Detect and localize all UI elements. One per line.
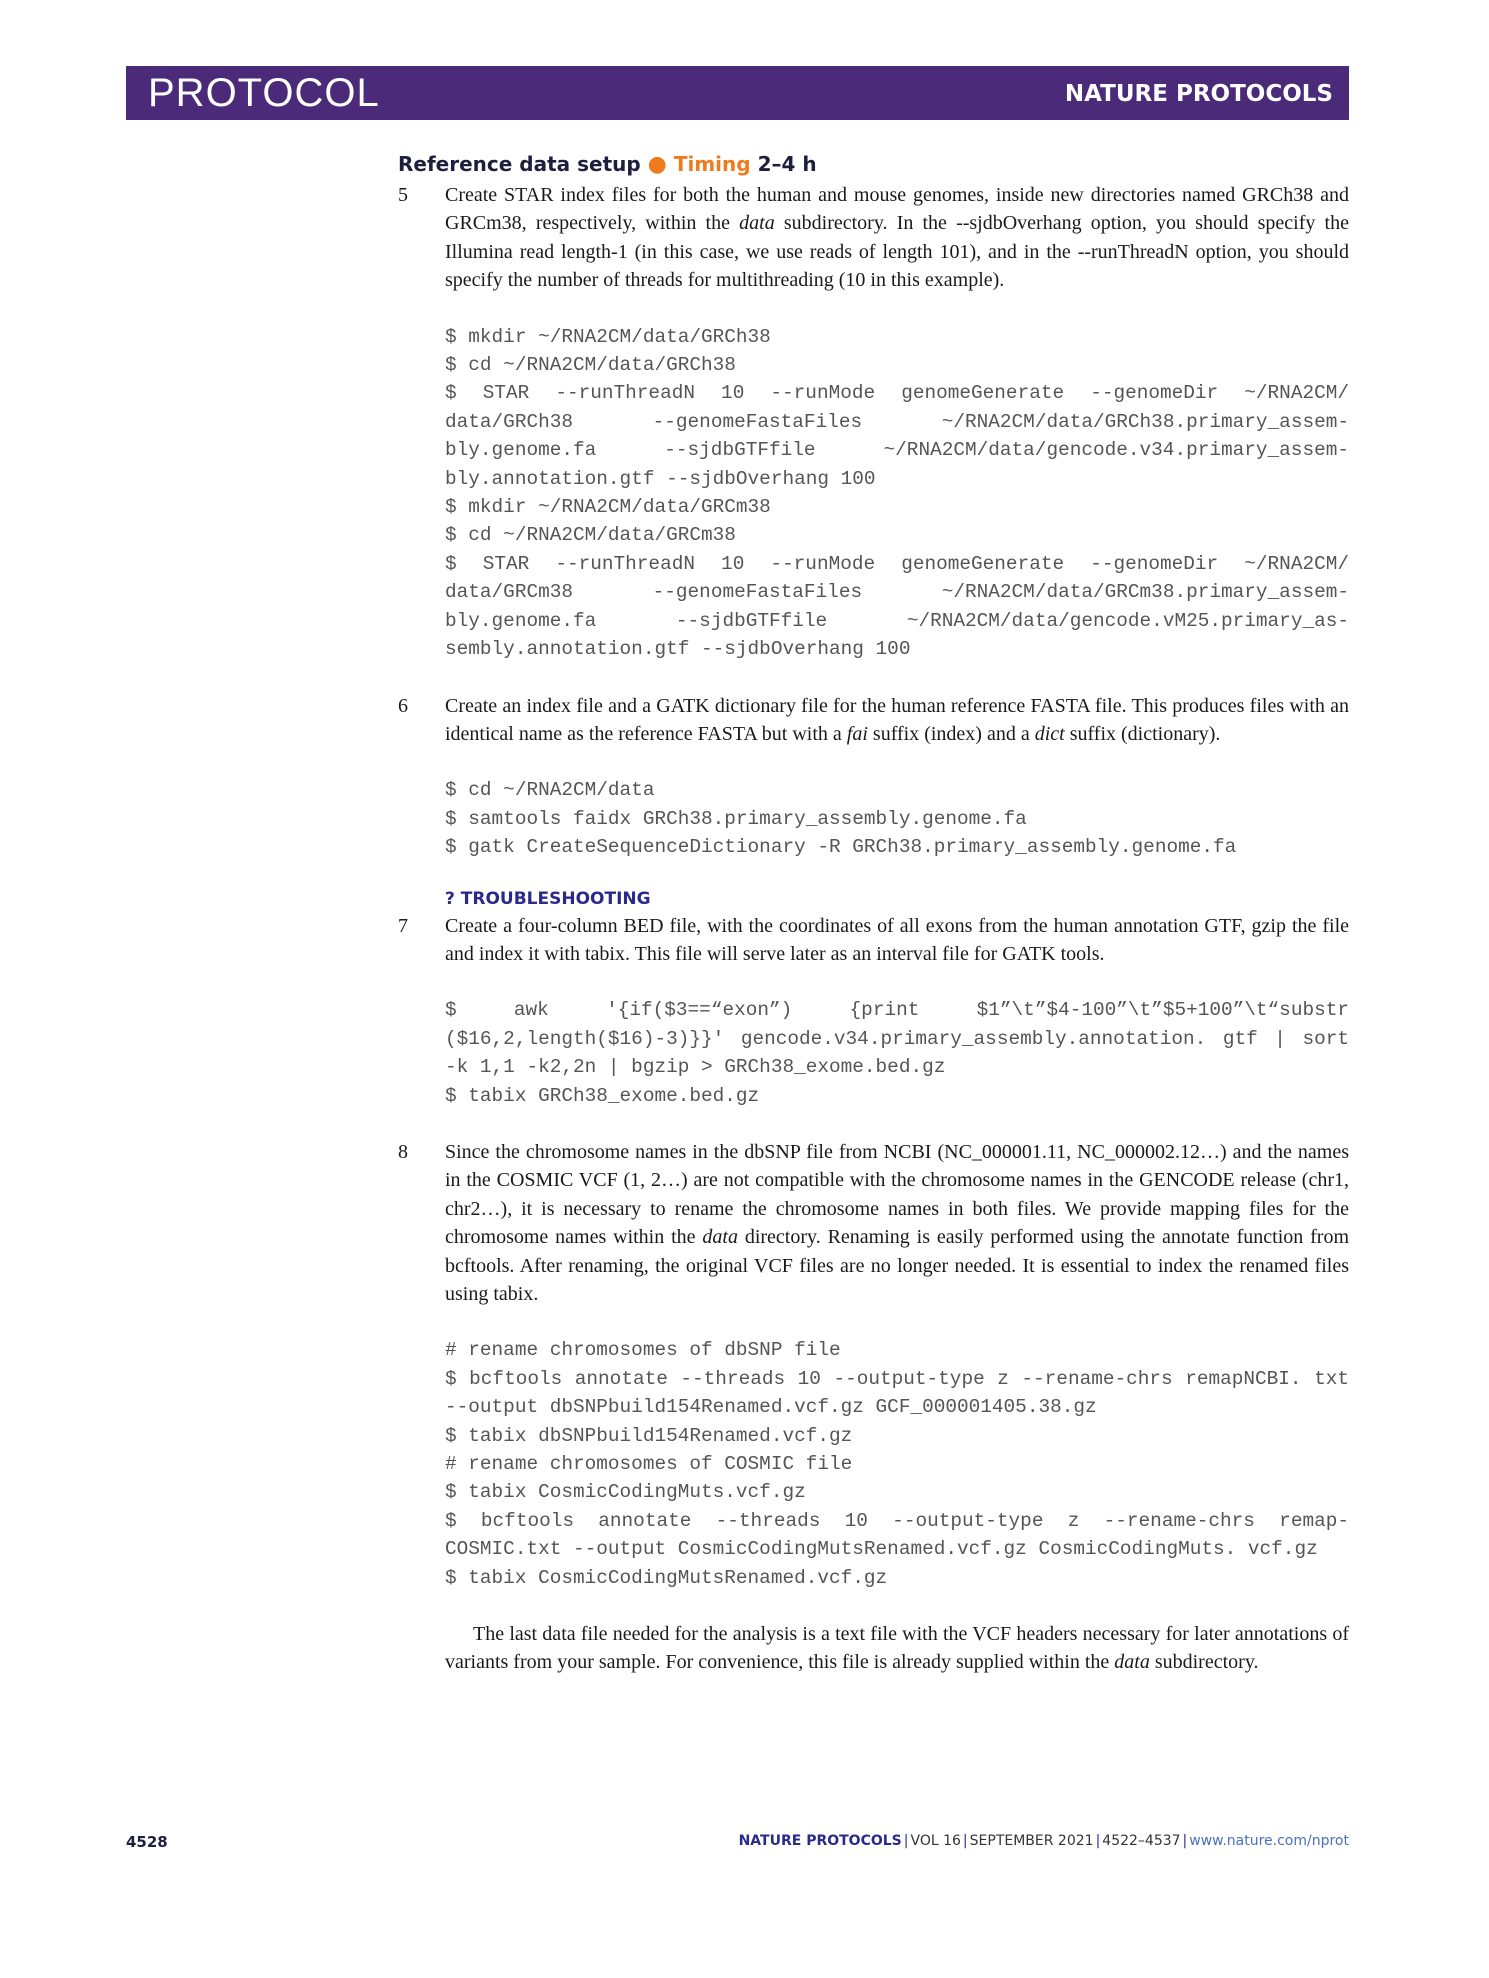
code-block xyxy=(445,323,1361,664)
footer-volume: VOL 16 xyxy=(910,1833,961,1849)
code-line: # rename chromosomes of COSMIC file xyxy=(445,1453,853,1476)
footer-citation: NATURE PROTOCOLS | VOL 16 | SEPTEMBER 2021 | 4522–4537 | www.nature.com/nprot xyxy=(738,1833,1349,1849)
timing-value: 2–4 h xyxy=(757,152,817,176)
step-6 xyxy=(398,692,1349,862)
code-line: $ cd ~/RNA2CM/data/GRCm38 xyxy=(445,524,736,547)
code-line: $ gatk CreateSequenceDictionary -R GRCh38.primary_assembly.genome.fa xyxy=(445,836,1237,859)
section-title: Reference data setup xyxy=(398,152,641,176)
code-line: $ cd ~/RNA2CM/data xyxy=(445,779,655,802)
step-7 xyxy=(398,912,1361,1110)
step-text: Create a four-column BED file, with the coordinates of all exons from the human annotation GTF, gzip the file and index it with tabix. This file will serve later as an interval file for GATK tools. xyxy=(445,914,1349,965)
closing-paragraph: The last data file needed for the analysis is a text file with the VCF headers necessary for later annotations of variants from your sample. For convenience, this file is already supplied within the data subdirectory. xyxy=(445,1623,1349,1674)
code-line: $ STAR --runThreadN 10 --runMode genomeGenerate --genomeDir ~/RNA2CM/ data/GRCh38 --genomeFastaFiles ~/RNA2CM/data/GRCh38.primary_assem- bly.genome.fa --sjdbGTFfile ~/RNA2CM/data/gencode.v34.primary_assem- bly.annotation.gtf --sjdbOverhang 100 xyxy=(445,382,1361,490)
timing-label: Timing xyxy=(673,152,751,176)
code-line: $ mkdir ~/RNA2CM/data/GRCh38 xyxy=(445,325,771,348)
code-block xyxy=(445,1336,1361,1592)
step-number: 5 xyxy=(398,184,408,206)
code-line: $ tabix CosmicCodingMutsRenamed.vcf.gz xyxy=(445,1566,888,1589)
code-line: $ tabix CosmicCodingMuts.vcf.gz xyxy=(445,1481,806,1504)
step-number: 6 xyxy=(398,694,408,717)
footer-url-link[interactable]: www.nature.com/nprot xyxy=(1189,1833,1349,1849)
code-line: $ samtools faidx GRCh38.primary_assembly.genome.fa xyxy=(445,807,1027,830)
code-line: $ mkdir ~/RNA2CM/data/GRCm38 xyxy=(445,496,771,519)
step-number: 7 xyxy=(398,914,408,937)
journal-name: NATURE PROTOCOLS xyxy=(1064,81,1333,107)
footer-pages: 4522–4537 xyxy=(1102,1833,1181,1849)
step-text: Create STAR index files for both the human and mouse genomes, inside new directories named GRCh38 and GRCm38, respectively, within the data subdirectory. In the --sjdbOverhang option, you should specify the Illumina read length-1 (in this case, we use reads of length 101), and in the --runThreadN option, you should specify the number of threads for multithreading (10 in this example). xyxy=(445,184,1349,292)
code-line: $ STAR --runThreadN 10 --runMode genomeGenerate --genomeDir ~/RNA2CM/ data/GRCm38 --genomeFastaFiles ~/RNA2CM/data/GRCm38.primary_assem- bly.genome.fa --sjdbGTFfile ~/RNA2CM/data/gencode.vM25.primary_as- sembly.annotation.gtf --sjdbOverhang 100 xyxy=(445,552,1361,661)
page-number: 4528 xyxy=(126,1833,168,1851)
step-text: Create an index file and a GATK dictionary file for the human reference FASTA file. This produces files with an identical name as the reference FASTA but with a fai suffix (index) and a dict suffix (dictionary). xyxy=(445,694,1349,745)
code-block xyxy=(445,776,1349,861)
section-heading xyxy=(398,150,1349,179)
code-line: $ bcftools annotate --threads 10 --output-type z --rename-chrs remapNCBI. txt --output dbSNPbuild154Renamed.vcf.gz GCF_000001405.38.gz xyxy=(445,1367,1361,1419)
step-8 xyxy=(398,1138,1361,1592)
footer-date: SEPTEMBER 2021 xyxy=(969,1833,1094,1849)
protocol-label: PROTOCOL xyxy=(148,71,380,115)
footer-journal: NATURE PROTOCOLS xyxy=(738,1833,902,1849)
step-5 xyxy=(398,181,1361,664)
code-block xyxy=(445,996,1361,1110)
troubleshooting-link[interactable]: ? TROUBLESHOOTING xyxy=(445,888,651,909)
code-line: # rename chromosomes of dbSNP file xyxy=(445,1339,841,1362)
code-line: $ bcftools annotate --threads 10 --output-type z --rename-chrs remap- COSMIC.txt --output CosmicCodingMutsRenamed.vcf.gz CosmicCodingMuts. vcf.gz xyxy=(445,1509,1361,1561)
code-line: $ cd ~/RNA2CM/data/GRCh38 xyxy=(445,354,736,377)
main-content xyxy=(398,150,1361,1677)
timing-dot-icon: ● xyxy=(647,152,667,177)
code-line: $ tabix GRCh38_exome.bed.gz xyxy=(445,1084,760,1107)
step-number: 8 xyxy=(398,1140,408,1163)
step-text: Since the chromosome names in the dbSNP file from NCBI (NC_000001.11, NC_000002.12…) and the names in the COSMIC VCF (1, 2…) are not compatible with the chromosome names in the GENCODE release (chr1, chr2…), it is necessary to rename the chromosome names in both files. We provide mapping files for the chromosome names within the data directory. Renaming is easily performed using the annotate function from bcftools. After renaming, the original VCF files are no longer needed. It is essential to index the renamed files using tabix. xyxy=(445,1140,1350,1305)
header-bar xyxy=(126,66,1349,120)
code-line: $ awk '{if($3==“exon”) {print $1”\t”$4-100”\t”$5+100”\t“substr ($16,2,length($16)-3)}}' gencode.v34.primary_assembly.annotation. gtf | sort -k 1,1 -k2,2n | bgzip > GRCh38_exome.bed.gz xyxy=(445,999,1361,1079)
code-line: $ tabix dbSNPbuild154Renamed.vcf.gz xyxy=(445,1424,853,1447)
